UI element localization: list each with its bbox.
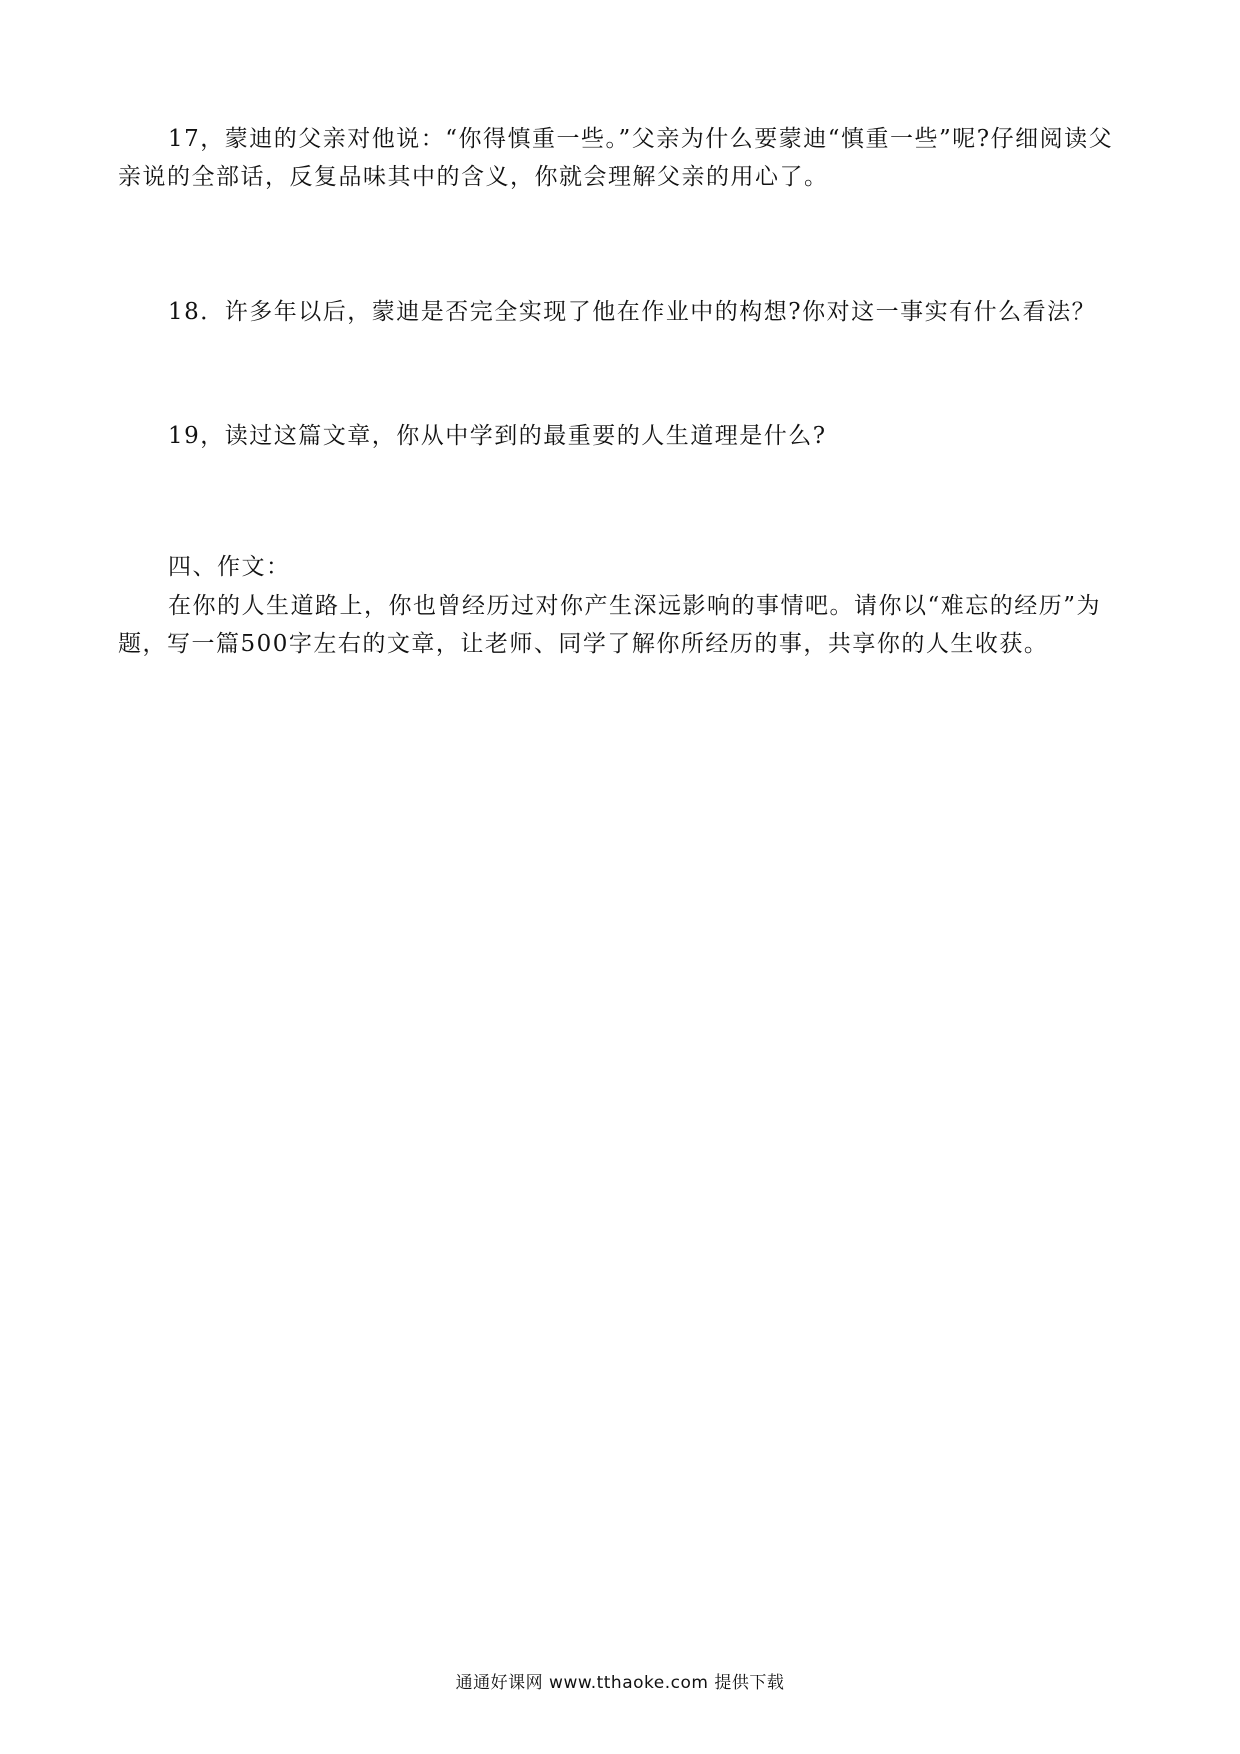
question-17: 17，蒙迪的父亲对他说：“你得慎重一些。”父亲为什么要蒙迪“慎重一些”呢?仔细阅读父亲说的全部话，反复品味其中的含义，你就会理解父亲的用心了。 xyxy=(118,126,1114,190)
essay-prompt: 在你的人生道路上，你也曾经历过对你产生深远影响的事情吧。请你以“难忘的经历”为题，写一篇500字左右的文章，让老师、同学了解你所经历的事，共享你的人生收获。 xyxy=(118,593,1102,657)
question-19: 19，读过这篇文章，你从中学到的最重要的人生道理是什么? xyxy=(168,423,827,449)
essay-heading: 四、作文： xyxy=(168,554,291,580)
page-footer: 通通好课网 www.tthaoke.com 提供下载 xyxy=(455,1673,785,1693)
question-18: 18．许多年以后，蒙迪是否完全实现了他在作业中的构想?你对这一事实有什么看法？ xyxy=(168,299,1097,325)
